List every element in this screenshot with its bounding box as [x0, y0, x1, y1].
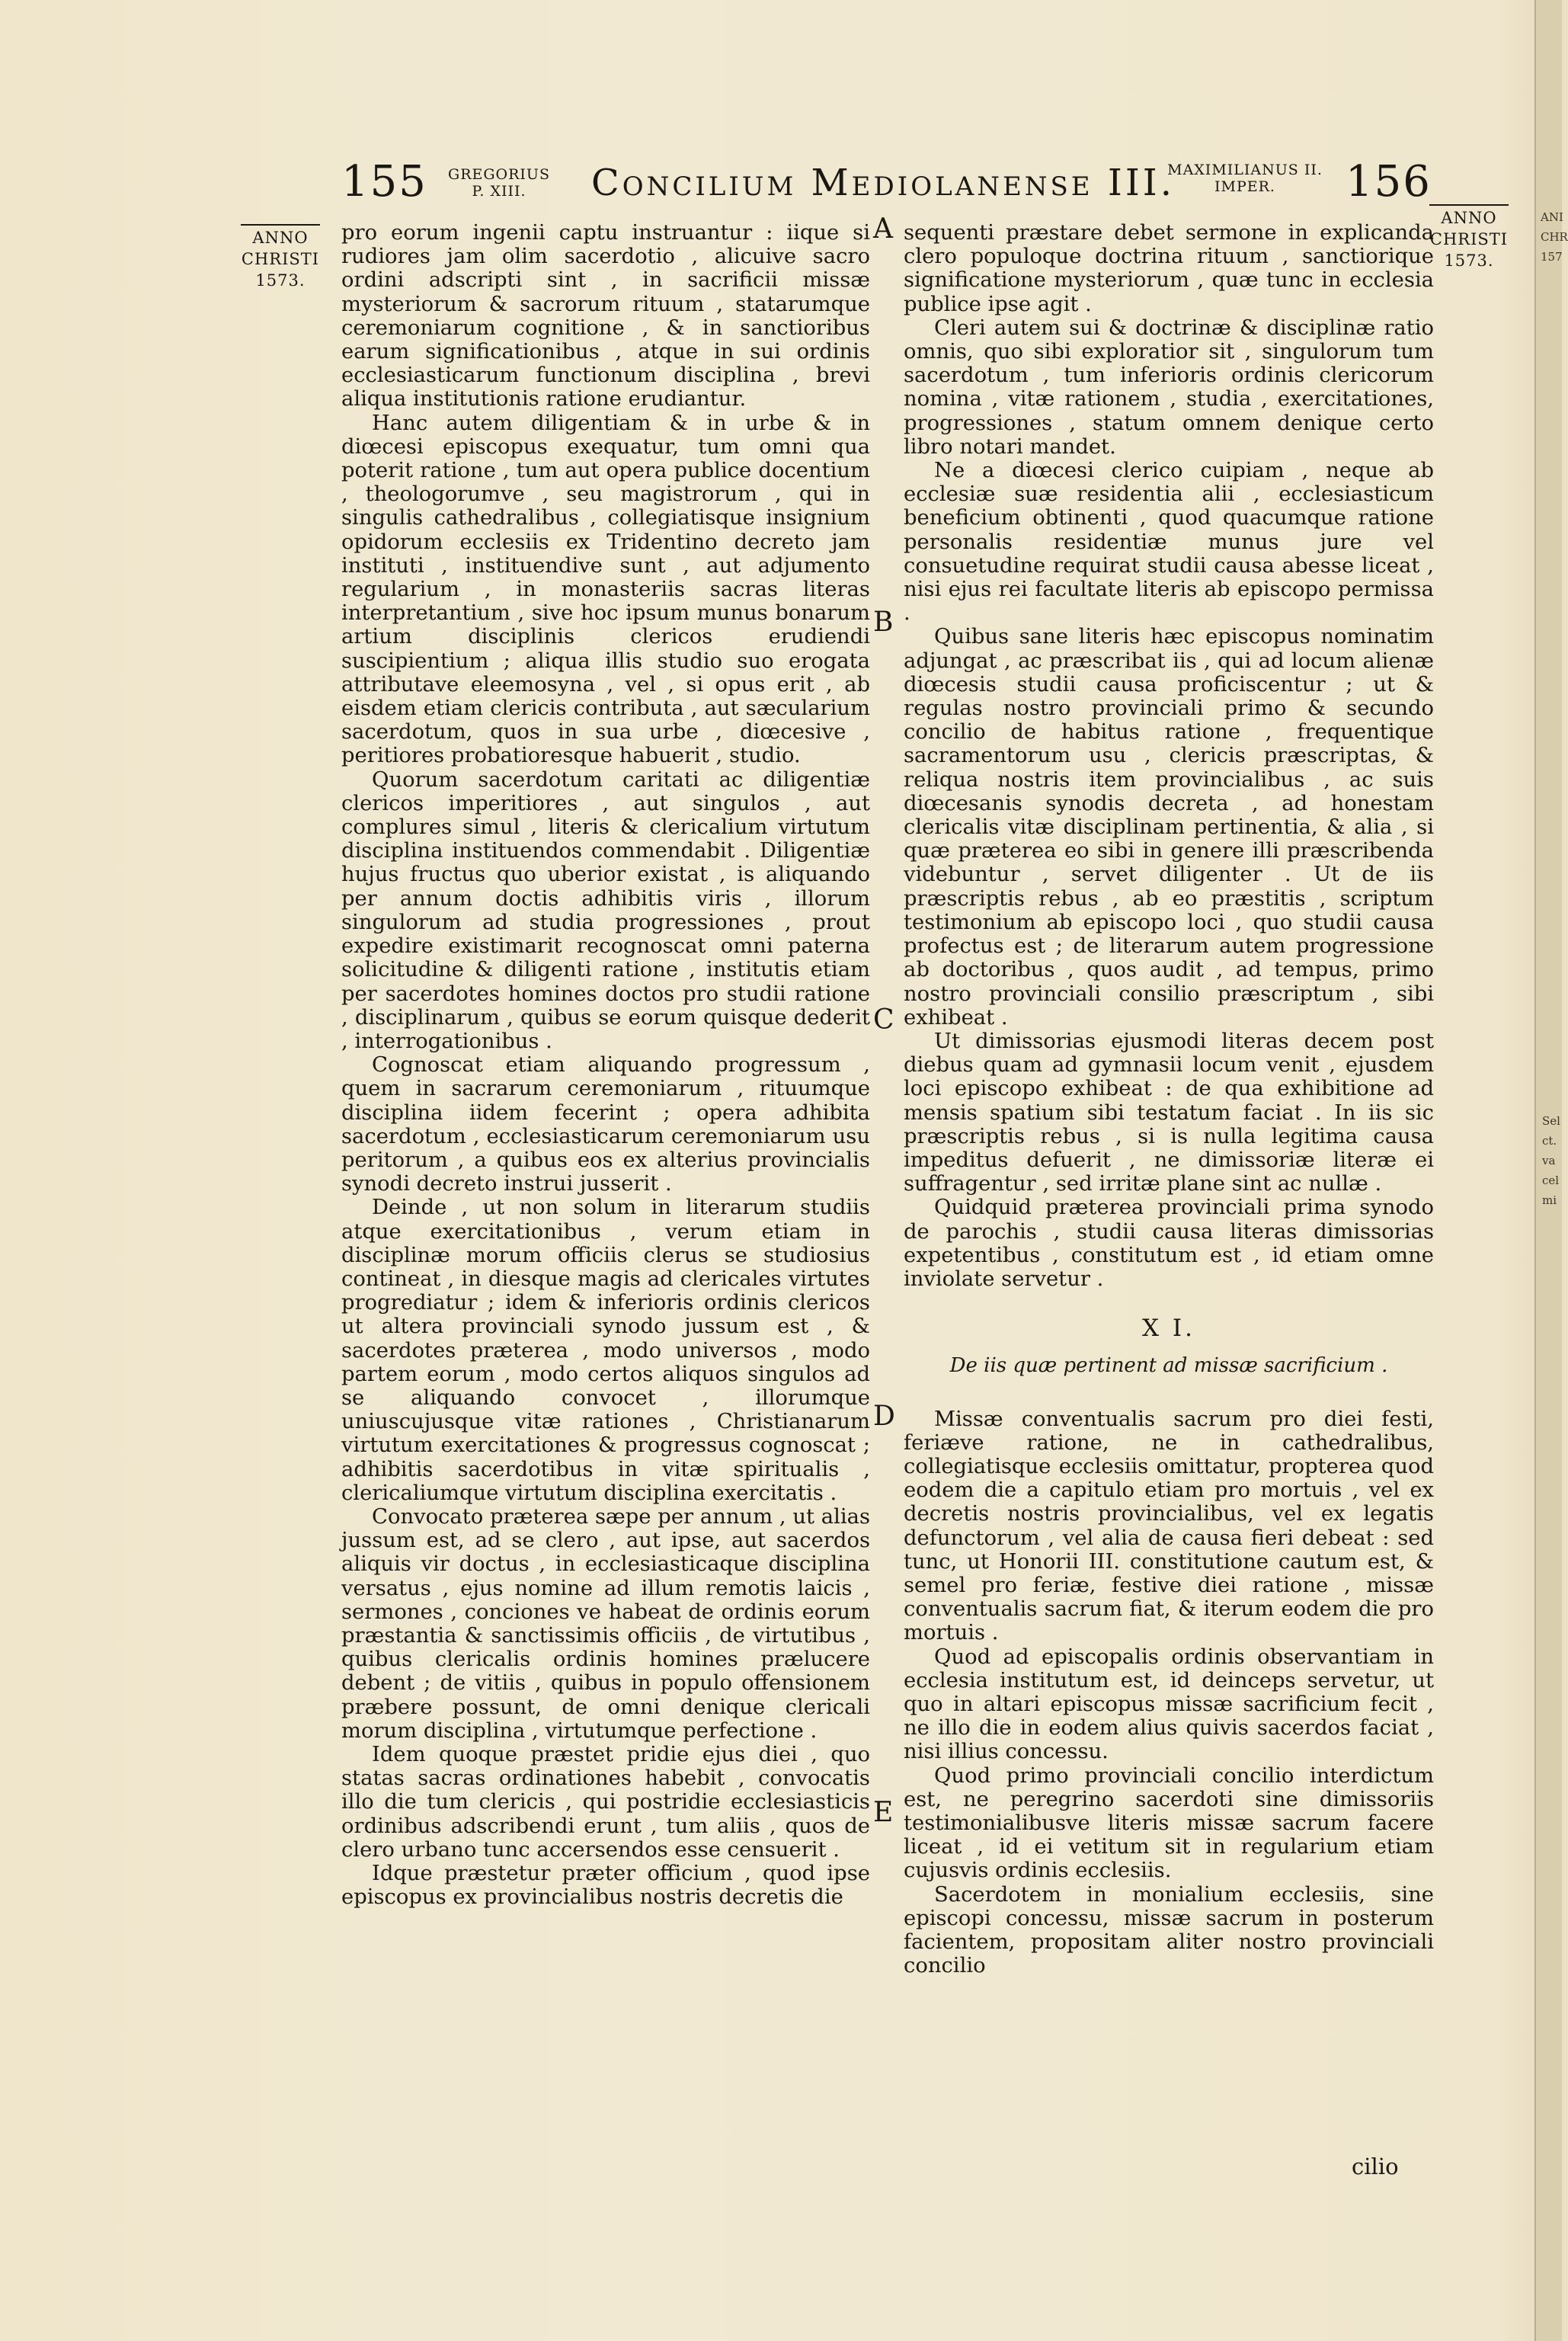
page-number-right: 156 [1346, 157, 1432, 207]
paragraph: Ne a diœcesi clerico cuipiam , neque ab ecclesiæ suæ residentia alii , ecclesiasticum beneficium obtinenti , quod quacumque ratione personalis residentiæ munus jure vel consuetudine requirat studii causa abesse liceat , nisi ejus rei facultate literis ab episcopo permissa . [904, 459, 1434, 626]
paragraph: Hanc autem diligentiam & in urbe & in diœcesi episcopus exequatur, tum omni qua poterit ratione , tum aut opera publice docentium , theologorumve , seu magistrorum , qui in singulis cathedralibus , collegiatisque insignium opidorum ecclesiis ex Tridentino decreto jam instituti , instituendive sunt , aut adjumento regularium , in monasteriis sacras literas interpretantium , sive hoc ipsum munus bonarum artium disciplinis clericos erudiendi suscipientium ; aliqua illis studio suo erogata attributave eleemosyna , vel , si opus erit , ab eisdem etiam clericis contributa , aut sæcularium sacerdotum, quos in sua urbe , diœcesive , peritiores probatioresque habuerit , studio. [341, 411, 870, 768]
section-letter-c: C [873, 1004, 894, 1036]
section-letter-b: B [873, 607, 894, 638]
header-pope-title: P. XIII. [472, 183, 526, 200]
adjacent-page-margin [1541, 207, 1568, 267]
paragraph: pro eorum ingenii captu instruantur : iique si rudiores jam olim sacerdotio , alicuive sacro ordini adscripti sint , in sacrificii missæ mysteriorum & sacrorum rituum , statarumque ceremoniarum cognitione , & in sanctioribus earum significationibus , atque in sui ordinis ecclesiasticarum functionum disciplina , brevi aliqua institutionis ratione erudiantur. [341, 221, 870, 412]
section-heading: De iis quæ pertinent ad missæ sacrificium . [949, 1354, 1388, 1378]
header-emperor-name: MAXIMILIANUS II. [1167, 162, 1323, 178]
margin-christi: CHRISTI [1429, 230, 1509, 248]
section-letter-d: D [873, 1401, 895, 1432]
paragraph: Quod ad episcopalis ordinis observantiam in ecclesia institutum est, id deinceps servetur, ut quo in altari episcopus missæ sacrificium fecit , ne illo die in eodem alius quivis sacerdos faciat , nisi illius concessu. [904, 1644, 1434, 1764]
adjacent-page-note [1542, 1111, 1560, 1210]
section-letter-e: E [873, 1797, 894, 1828]
paragraph: Ut dimissorias ejusmodi literas decem post diebus quam ad gymnasii locum venit , ejusdem loci episcopo exhibeat : de qua exhibitione ad mensis spatium sibi testatum faciat . In iis sic præscriptis rebus , si is nulla legitima causa impeditus defuerit , ne dimissoriæ literæ ei suffragentur , sed irritæ plane sint ac nullæ . [904, 1029, 1434, 1196]
header-emperor-title: IMPER. [1214, 178, 1275, 195]
margin-year: 1573. [1444, 251, 1494, 270]
bleed-text: mi [1542, 1193, 1557, 1207]
margin-anno: ANNO [252, 229, 309, 247]
margin-year-right [1426, 204, 1512, 271]
margin-year: 1573. [255, 271, 306, 290]
margin-rule [241, 224, 320, 226]
paragraph: Quorum sacerdotum caritati ac diligentiæ clericos imperitiores , aut singulos , aut complures simul , literis & clericalium virtutum disciplina instituendos commendabit . Diligentiæ hujus fructus quo uberior existat , is aliquando per annum doctis adhibitis viris , illorum singulorum ad studia progressiones , prout expedire existimarit recognoscat omni paterna solicitudine & diligenti ratione , institutis etiam per sacerdotes homines doctos pro studii ratione , disciplinarum , quibus se eorum quisque dederit , interrogationibus . [341, 767, 870, 1053]
margin-christi: CHRISTI [241, 250, 320, 268]
paragraph: Quod primo provinciali concilio interdictum est, ne peregrino sacerdoti sine dimissoriis testimonialibusve literis missæ sacrum facere liceat , id ei vetitum sit in regularium etiam cujusvis ordinis ecclesiis. [904, 1763, 1434, 1883]
paragraph: Convocato præterea sæpe per annum , ut alias jussum est, ad se clero , aut ipse, aut sacerdos aliquis vir doctus , in ecclesiasticaque disciplina versatus , ejus nomine ad illum remotis laicis , sermones , conciones ve habeat de ordinis eorum præstantia & sanctissimis officiis , de virtutibus , quibus clericalis ordinis homines prælucere debent ; de vitiis , quibus in populo offensionem præbere possunt, de omni denique clericali morum disciplina , virtutumque perfectione . [341, 1504, 870, 1743]
paragraph: Idque præstetur præter officium , quod ipse episcopus ex provincialibus nostris decretis die [341, 1862, 870, 1910]
page-number-left: 155 [341, 157, 427, 207]
bleed-text: ct. [1542, 1134, 1557, 1148]
section-letter-a: A [873, 213, 893, 245]
bleed-text: 157 [1541, 250, 1563, 264]
bleed-text: va [1542, 1154, 1556, 1167]
margin-year-left [238, 224, 323, 291]
paragraph: Quibus sane literis hæc episcopus nominatim adjungat , ac præscribat iis , qui ad locum alienæ diœcesis studii causa proficiscentur ; ut & regulas nostro provinciali primo & secundo concilio de habitus ratione , frequentique sacramentorum usu , clericis præscriptas, & reliqua nostris item provincialibus , ac suis diœcesanis synodis decreta , ad honestam clericalis vitæ disciplinam pertinentia, & alia , si quæ præterea eo sibi in genere illi præscribenda videbuntur , servet diligenter . Ut de iis præscriptis rebus , ab eo præstitis , scriptum testimonium ab episcopo loci , quo studii causa profectus est ; de literarum autem progressione ab doctoribus , quos audit , ad tempus, primo nostro provinciali consilio præscriptum , sibi exhibeat . [904, 625, 1434, 1030]
header-pope-name: GREGORIUS [448, 166, 550, 183]
paragraph: Sacerdotem in monialium ecclesiis, sine episcopi concessu, missæ sacrum in posterum facientem, propositam aliter nostro provinciali concilio [904, 1882, 1434, 1978]
section-number: X I. [1141, 1315, 1196, 1343]
paragraph: Deinde , ut non solum in literarum studiis atque exercitationibus , verum etiam in disciplinæ morum officiis clerus se studiosius contineat , in diesque magis ad clericales virtutes progrediatur ; idem & inferioris ordinis clericos ut altera provinciali synodo jussum est , & sacerdotes præterea , modo universos , modo partem eorum , modo certos aliquos singulos ad se aliquando convocet , illorumque uniuscujusque vitæ rationes , Christianarum virtutum exercitationes & progressus cognoscat ; adhibitis sacerdotibus in vitæ spiritualis , clericaliumque virtutum disciplina exercitatis . [341, 1196, 870, 1505]
margin-anno: ANNO [1441, 209, 1497, 227]
bleed-text: cel [1542, 1174, 1560, 1187]
paragraph: Quidquid præterea provinciali prima synodo de parochis , studii causa literas dimissorias expetentibus , constitutum est , id etiam omne inviolate servetur . [904, 1196, 1434, 1291]
bleed-text: Sel [1542, 1114, 1560, 1128]
margin-rule [1429, 204, 1509, 206]
paragraph: sequenti præstare debet sermone in explicanda clero populoque doctrina rituum , sanctiorique significatione mysteriorum , quæ tunc in ecclesia publice ipse agit . [904, 221, 1434, 316]
bleed-text: CHR [1541, 230, 1568, 244]
catchword: cilio [1352, 2154, 1399, 2179]
running-title: Concilium Mediolanense III. [591, 162, 1176, 204]
bleed-text: ANI [1541, 210, 1563, 224]
right-column [904, 221, 1434, 1978]
left-column [341, 221, 870, 1909]
paragraph: Idem quoque præstet pridie ejus diei , quo statas sacras ordinationes habebit , convocatis illo die tum clericis , qui postridie ecclesiasticis ordinibus adscribendi erunt , tum aliis , quos de clero urbano tunc accersendos esse censuerit . [341, 1743, 870, 1862]
paragraph: Missæ conventualis sacrum pro diei festi, feriæve ratione, ne in cathedralibus, collegiatisque ecclesiis omittatur, propterea quod eodem die a capitulo etiam pro mortuis , vel ex decretis nostris provincialibus, vel ex legatis defunctorum , vel alia de causa fieri debeat : sed tunc, ut Honorii III. constitutione cautum est, & semel pro feriæ, festive diei ratione , missæ conventualis sacrum fiat, & iterum eodem die pro mortuis . [904, 1407, 1434, 1645]
header-emperor [1155, 162, 1335, 195]
paragraph: Cognoscat etiam aliquando progressum , quem in sacrarum ceremoniarum , rituumque disciplina iidem fecerint ; opera adhibita sacerdotum , ecclesiasticarum ceremoniarum usu peritorum , a quibus eos ex alterius provincialis synodi decreto instrui jusserit . [341, 1053, 870, 1196]
paragraph: Cleri autem sui & doctrinæ & disciplinæ ratio omnis, quo sibi exploratior sit , singulorum tum sacerdotum , tum inferioris ordinis clericorum nomina , vitæ rationem , studia , exercitationes, progressiones , statum omnem denique certo libro notari mandet. [904, 315, 1434, 459]
header-pope [442, 166, 556, 200]
